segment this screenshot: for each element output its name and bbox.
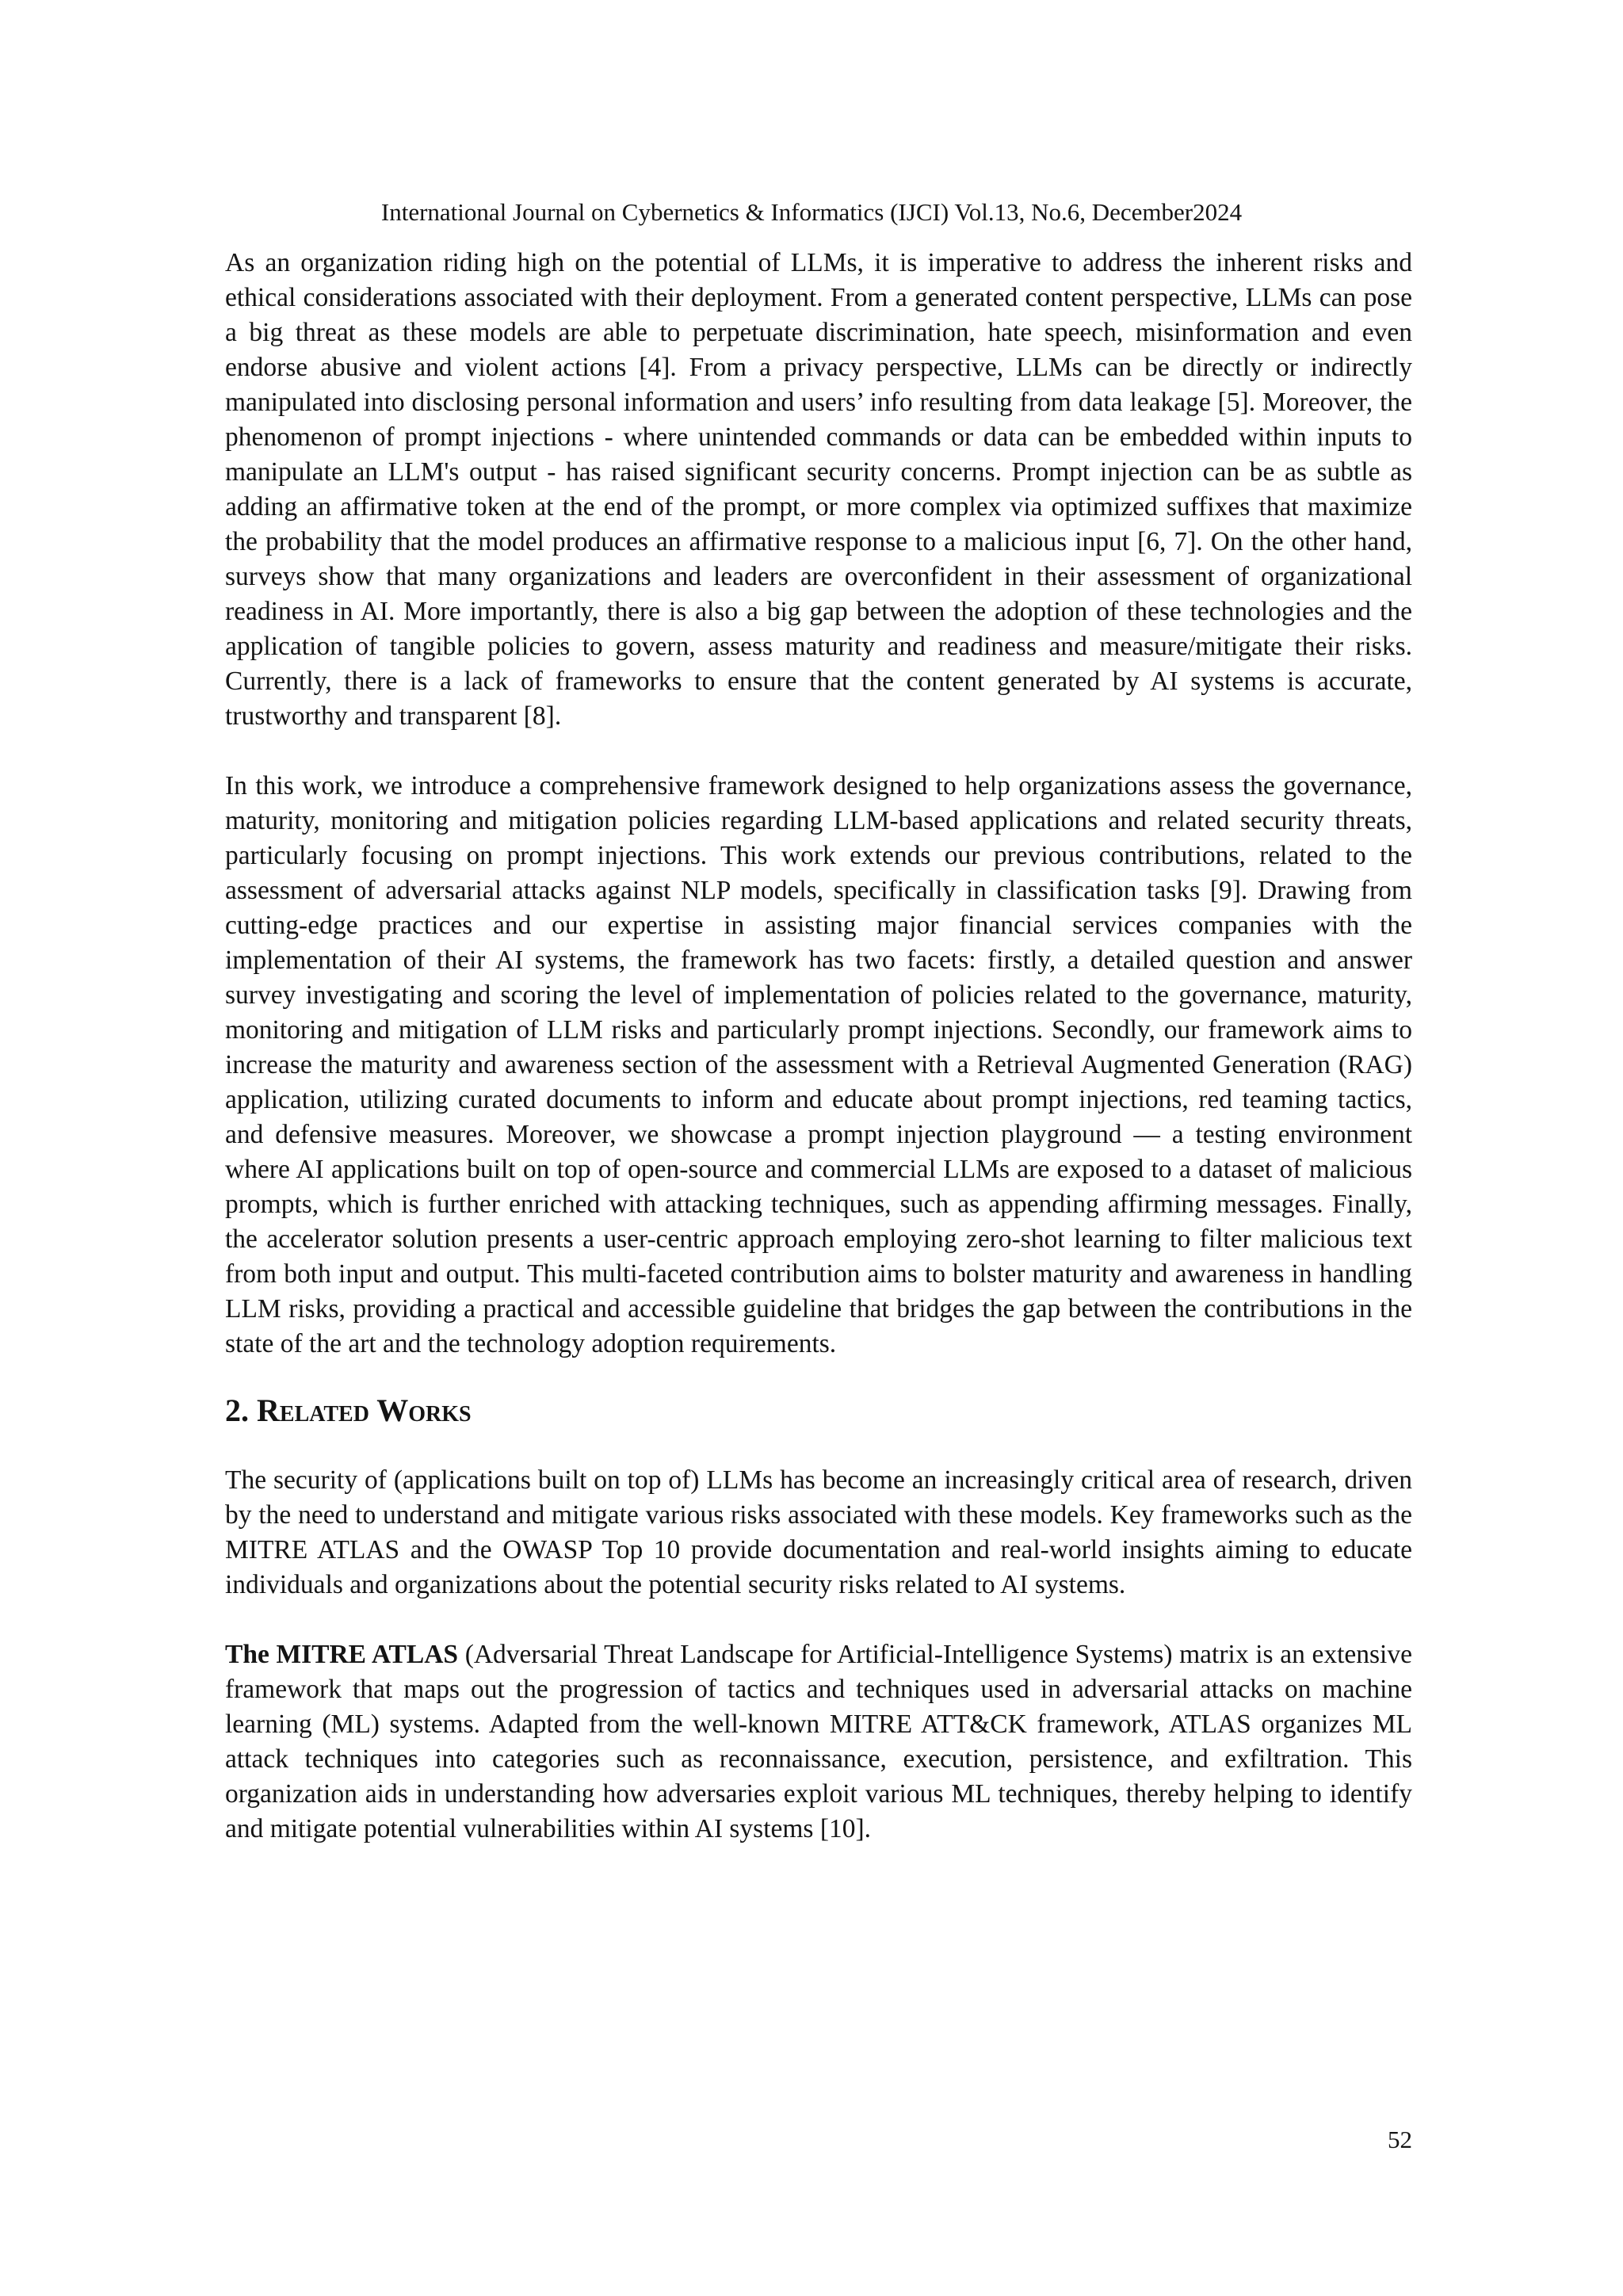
running-header: International Journal on Cybernetics & Informatics (IJCI) Vol.13, No.6, December2024 [380,198,1243,226]
intro-paragraph-risks: As an organization riding high on the potential of LLMs, it is imperative to address the inherent risks and ethical considerations associated with their deployment. From a generated content perspective, LLMs can pose a big threat as these models are able to perpetuate discrimination, hate speech, misinformation and even endorse abusive and violent actions [4]. From a privacy perspective, LLMs can be directly or indirectly manipulated into disclosing personal information and users’ info resulting from data leakage [5]. Moreover, the phenomenon of prompt injections - where unintended commands or data can be embedded within inputs to manipulate an LLM's output - has raised significant security concerns. Prompt injection can be as subtle as adding an affirmative token at the end of the prompt, or more complex via optimized suffixes that maximize the probability that the model produces an affirmative response to a malicious input [6, 7]. On the other hand, surveys show that many organizations and leaders are overconfident in their assessment of organizational readiness in AI. More importantly, there is also a big gap between the adoption of these technologies and the application of tangible policies to govern, assess maturity and readiness and measure/mitigate their risks. Currently, there is a lack of frameworks to ensure that the content generated by AI systems is accurate, trustworthy and transparent [8]. [225,248,1412,731]
related-works-paragraph-mitre [225,1637,1412,1847]
section-title: Related Works [257,1392,472,1428]
mitre-atlas-text: (Adversarial Threat Landscape for Artificial-Intelligence Systems) matrix is an extensive framework that maps out the progression of tactics and techniques used in adversarial attacks on machine learning (ML) systems. Adapted from the well-known MITRE ATT&CK framework, ATLAS organizes ML attack techniques into categories such as reconnaissance, execution, persistence, and exfiltration. This organization aids in understanding how adversaries exploit various ML techniques, thereby helping to identify and mitigate potential vulnerabilities within AI systems [10]. [225,1640,1412,1843]
intro-paragraph-contributions: In this work, we introduce a comprehensive framework designed to help organizations assess the governance, maturity, monitoring and mitigation policies regarding LLM-based applications and related security threats, particularly focusing on prompt injections. This work extends our previous contributions, related to the assessment of adversarial attacks against NLP models, specifically in classification tasks [9]. Drawing from cutting-edge practices and our expertise in assisting major financial services companies with the implementation of their AI systems, the framework has two facets: firstly, a detailed question and answer survey investigating and scoring the level of implementation of policies related to the governance, maturity, monitoring and mitigation of LLM risks and particularly prompt injections. Secondly, our framework aims to increase the maturity and awareness section of the assessment with a Retrieval Augmented Generation (RAG) application, utilizing curated documents to inform and educate about prompt injections, red teaming tactics, and defensive measures. Moreover, we showcase a prompt injection playground — a testing environment where AI applications built on top of open-source and commercial LLMs are exposed to a dataset of malicious prompts, which is further enriched with attacking techniques, such as appending affirming messages. Finally, the accelerator solution presents a user-centric approach employing zero-shot learning to filter malicious text from both input and output. This multi-faceted contribution aims to bolster maturity and awareness in handling LLM risks, providing a practical and accessible guideline that bridges the gap between the contributions in the state of the art and the technology adoption requirements. [225,771,1412,1358]
related-works-paragraph-intro: The security of (applications built on top of) LLMs has become an increasingly critical area of research, driven by the need to understand and mitigate various risks associated with these models. Key frameworks such as the MITRE ATLAS and the OWASP Top 10 provide documentation and real-world insights aiming to educate individuals and organizations about the potential security risks related to AI systems. [225,1465,1412,1599]
section-number: 2. [225,1392,249,1428]
section-heading-related-works [225,1390,1412,1431]
page-number: 52 [1388,2126,1412,2153]
page-content [225,246,1412,1847]
mitre-atlas-lead: The MITRE ATLAS [225,1640,459,1669]
